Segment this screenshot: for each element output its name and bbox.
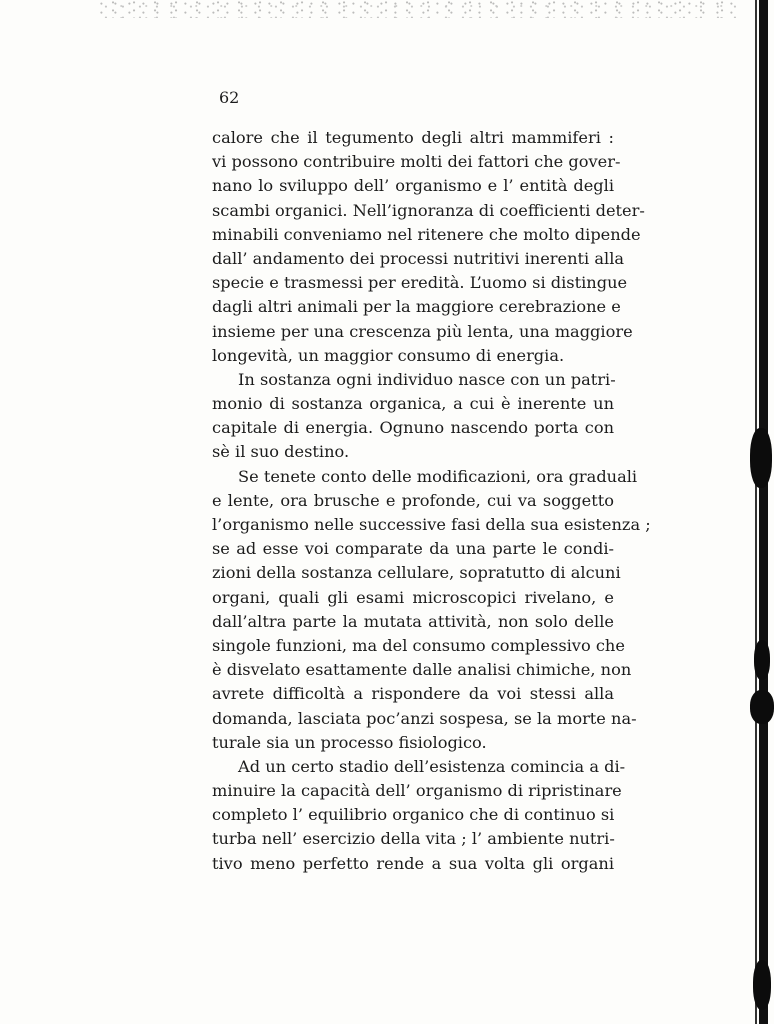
binding-rail <box>759 0 768 1024</box>
text-line: e lente, ora brusche e profonde, cui va soggetto <box>212 490 614 510</box>
scan-speckle-top <box>100 0 740 18</box>
text-line: è disvelato esattamente dalle analisi chimiche, non <box>212 660 632 680</box>
text-line: minabili conveniamo nel ritenere che molto dipende <box>212 224 641 244</box>
text-line: vi possono contribuire molti dei fattori che gover- <box>212 152 621 172</box>
text-line: capitale di energia. Ognuno nascendo porta con <box>212 418 614 438</box>
text-line: completo l’ equilibrio organico che di continuo si <box>212 805 615 825</box>
text-line: turba nell’ esercizio della vita ; l’ ambiente nutri- <box>212 829 615 849</box>
binding-blot <box>753 960 771 1010</box>
text-line: se ad esse voi comparate da una parte le condi- <box>212 539 614 559</box>
book-binding-edge <box>748 0 774 1024</box>
body-text <box>212 126 651 876</box>
text-line: longevità, un maggior consumo di energia. <box>212 345 565 365</box>
text-line: scambi organici. Nell’ignoranza di coefficienti deter- <box>212 200 645 220</box>
text-line: insieme per una crescenza più lenta, una maggiore <box>212 321 633 341</box>
binding-blot <box>754 640 770 680</box>
text-line: monio di sostanza organica, a cui è inerente un <box>212 394 614 414</box>
text-line: tivo meno perfetto rende a sua volta gli organi <box>212 853 614 873</box>
text-line: Ad un certo stadio dell’esistenza comincia a di- <box>238 756 626 776</box>
text-line: In sostanza ogni individuo nasce con un patri- <box>238 369 616 389</box>
binding-blot <box>750 690 774 724</box>
text-line: sè il suo destino. <box>212 442 350 462</box>
text-line: minuire la capacità dell’ organismo di ripristinare <box>212 781 622 801</box>
text-line: organi, quali gli esami microscopici rivelano, e <box>212 587 614 607</box>
text-line: Se tenete conto delle modificazioni, ora graduali <box>238 466 638 486</box>
text-line: dall’altra parte la mutata attività, non solo delle <box>212 611 614 631</box>
text-line: avrete difficoltà a rispondere da voi stessi alla <box>212 684 614 704</box>
binding-blot <box>750 428 772 488</box>
text-line: zioni della sostanza cellulare, sopratutto di alcuni <box>212 563 621 583</box>
text-line: l’organismo nelle successive fasi della sua esistenza ; <box>212 515 651 534</box>
text-line: dagli altri animali per la maggiore cerebrazione e <box>212 297 621 317</box>
text-line: calore che il tegumento degli altri mammiferi : <box>212 128 614 147</box>
page-number: 62 <box>219 88 240 107</box>
text-line: dall’ andamento dei processi nutritivi inerenti alla <box>212 248 625 268</box>
text-line: singole funzioni, ma del consumo complessivo che <box>212 635 625 655</box>
binding-thin-rail <box>755 0 757 1024</box>
text-line: specie e trasmessi per eredità. L’uomo si distingue <box>212 273 628 293</box>
text-line: turale sia un processo fisiologico. <box>212 732 487 752</box>
text-line: domanda, lasciata poc’anzi sospesa, se la morte na- <box>212 708 637 728</box>
text-line: nano lo sviluppo dell’ organismo e l’ entità degli <box>212 176 614 196</box>
